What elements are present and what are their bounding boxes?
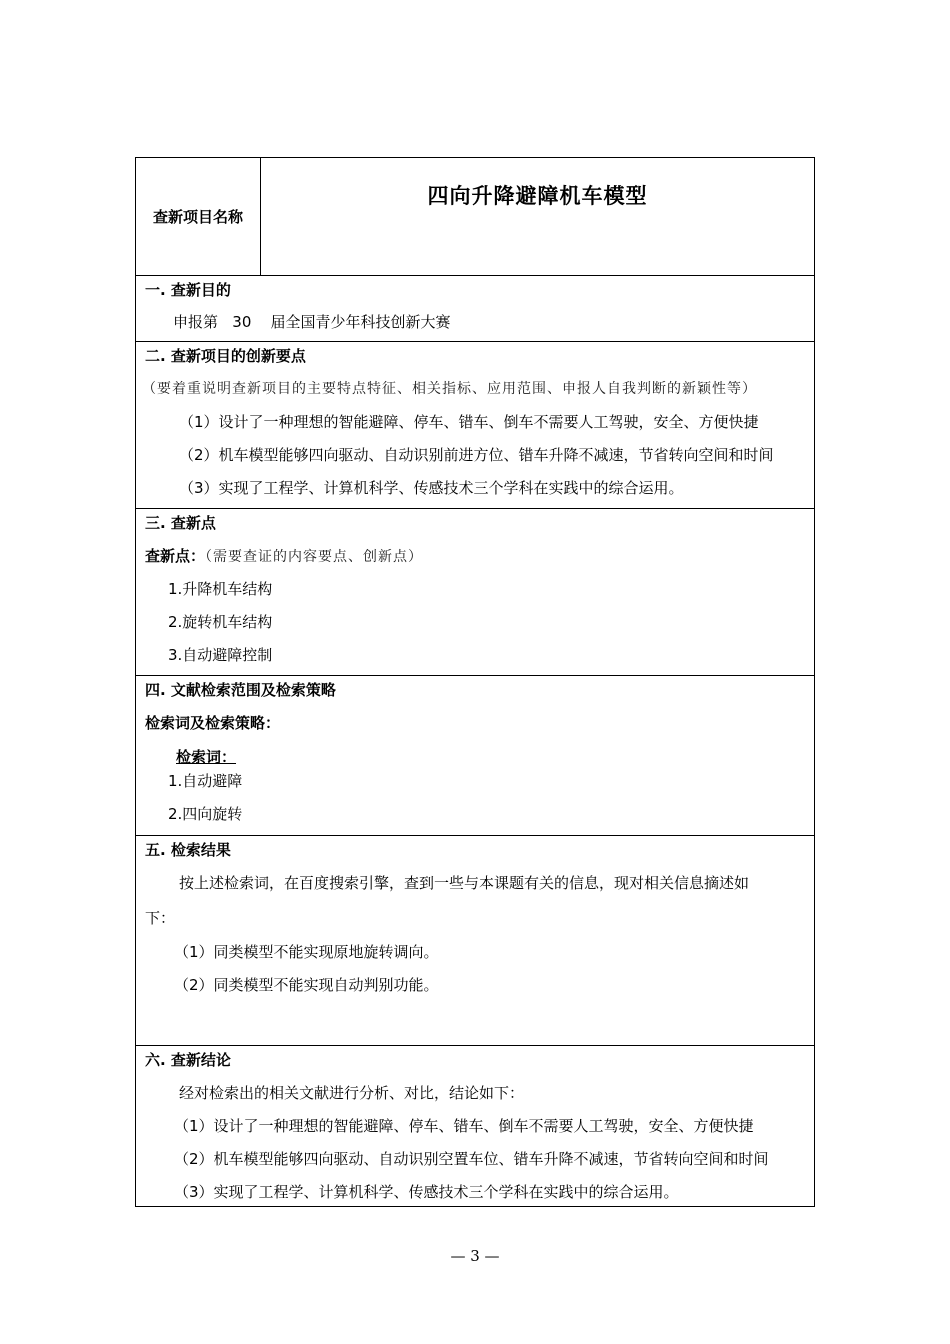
section-check-points: [136, 509, 814, 676]
list-item: 2.旋转机车结构: [168, 613, 273, 631]
results-intro-cont: 下：: [145, 909, 176, 927]
list-item: （2）机车模型能够四向驱动、自动识别空置车位、错车升降不减速，节省转向空间和时间: [174, 1150, 769, 1168]
section-note: （需要查证的内容要点、创新点）: [205, 549, 424, 565]
section-purpose: [136, 276, 814, 342]
list-item: 2.四向旋转: [168, 805, 243, 823]
list-item: （1）设计了一种理想的智能避障、停车、错车、倒车不需要人工驾驶，安全、方便快捷: [179, 413, 759, 431]
page-number: — 3 —: [450, 1247, 500, 1265]
list-item: 3.自动避障控制: [168, 646, 273, 664]
list-item: （1）同类模型不能实现原地旋转调向。: [174, 943, 439, 961]
list-item: （2）机车模型能够四向驱动、自动识别前进方位、错车升降不减速，节省转向空间和时间: [179, 446, 774, 464]
list-item: （3）实现了工程学、计算机科学、传感技术三个学科在实践中的综合运用。: [174, 1183, 679, 1201]
list-item: （1）设计了一种理想的智能避障、停车、错车、倒车不需要人工驾驶，安全、方便快捷: [174, 1117, 754, 1135]
novelty-search-table: [135, 157, 815, 1207]
strategy-label: 检索词及检索策略：: [145, 714, 281, 732]
project-title: 四向升降避障机车模型: [427, 184, 648, 208]
project-name-label: 查新项目名称: [136, 158, 261, 275]
section-title: 六. 查新结论: [145, 1051, 231, 1069]
check-points-label: 查新点：: [145, 547, 206, 565]
section-title: 一. 查新目的: [145, 281, 231, 299]
section-title: 五. 检索结果: [145, 841, 231, 859]
section-conclusion: [136, 1046, 814, 1208]
list-item: （2）同类模型不能实现自动判别功能。: [174, 976, 439, 994]
conclusion-intro: 经对检索出的相关文献进行分析、对比，结论如下：: [179, 1084, 525, 1102]
section-title: 二. 查新项目的创新要点: [145, 347, 306, 365]
list-item: （3）实现了工程学、计算机科学、传感技术三个学科在实践中的综合运用。: [179, 479, 684, 497]
list-item: 1.自动避障: [168, 772, 243, 790]
check-points-line: [145, 546, 423, 567]
keywords-label: 检索词：: [176, 748, 237, 766]
section-innovation: [136, 342, 814, 509]
section-search-strategy: [136, 676, 814, 836]
header-row: [136, 158, 814, 276]
purpose-text: 申报第 30 届全国青少年科技创新大赛: [173, 313, 451, 331]
section-title: 三. 查新点: [145, 514, 216, 532]
section-title: 四. 文献检索范围及检索策略: [145, 681, 336, 699]
section-note: （要着重说明查新项目的主要特点特征、相关指标、应用范围、申报人自我判断的新颖性等）: [142, 381, 757, 397]
results-intro: 按上述检索词，在百度搜索引擎，查到一些与本课题有关的信息，现对相关信息摘述如: [179, 874, 750, 892]
list-item: 1.升降机车结构: [168, 580, 273, 598]
section-search-results: [136, 836, 814, 1046]
